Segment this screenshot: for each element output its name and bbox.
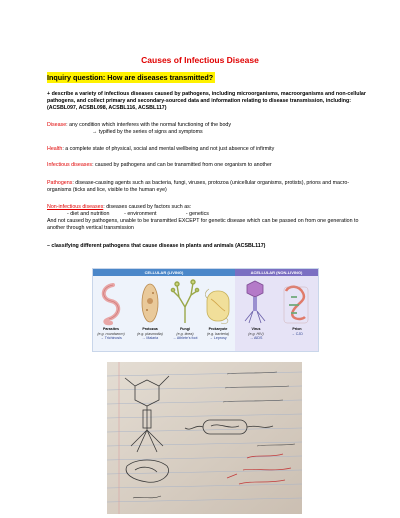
organism-prion: [279, 327, 315, 336]
classify-point: – classifying different pathogens that cause disease in plants and animals (ACSBL117): [47, 243, 266, 249]
handwritten-sketch-image: [107, 362, 302, 514]
non-infectious-follow-up: And not caused by pathogens, unable to be transmitted EXCEPT for genetic disease which can be passed on from one generation to another through vertical transmission: [47, 218, 359, 231]
organism-example: (e.g. bacteria): [206, 331, 230, 336]
organism-disease: → Athlete's foot: [172, 336, 198, 341]
infectious-term: Infectious diseases: [47, 162, 93, 168]
organism-fungi: [167, 327, 203, 341]
pathogens-definition: [47, 180, 367, 194]
organism-disease: → Leprosy: [209, 336, 227, 341]
pathogen-diagram: [92, 268, 319, 352]
organism-name: Prokaryote: [208, 327, 228, 331]
pathogens-term: Pathogens: [47, 180, 73, 186]
organism-name: Protozoa: [142, 327, 158, 331]
organism-example: (e.g. roundworm): [97, 331, 125, 336]
organism-name: Fungi: [180, 327, 190, 331]
health-text: : a complete state of physical, social and mental wellbeing and not just absence of infirmity: [62, 146, 275, 152]
infectious-text: : caused by pathogens and can be transmitted from one organism to another: [92, 162, 272, 168]
cellular-header: CELLULAR (LIVING): [93, 269, 235, 276]
organism-disease: → Trichinosis: [100, 336, 122, 341]
parasite-illustration: [104, 285, 119, 323]
organism-example: (e.g. plasmodia): [137, 331, 163, 336]
disease-definition: [47, 122, 367, 136]
health-definition: [47, 146, 367, 153]
health-term: Health: [47, 146, 63, 152]
organism-name: Parasites: [103, 327, 119, 331]
organism-example: (e.g. tinea): [176, 331, 194, 336]
non-infectious-factors: - diet and nutrition - environment - genetics: [67, 211, 209, 217]
organism-disease: → Malaria: [141, 336, 159, 341]
organism-virus: [238, 327, 274, 341]
fungi-illustration: [171, 280, 198, 323]
disease-text: : any condition which interferes with the normal functioning of the body: [66, 122, 232, 128]
organism-disease: → CJD: [291, 331, 303, 336]
prion-illustration: [284, 287, 308, 323]
non-infectious-definition: [47, 204, 367, 232]
acellular-header: ACELLULAR (NON-LIVING): [235, 269, 318, 276]
disease-term: Disease: [47, 122, 67, 128]
virus-illustration: [245, 281, 265, 323]
infectious-definition: [47, 162, 367, 169]
organism-protozoa: [132, 327, 168, 341]
syllabus-point: + describe a variety of infectious diseases caused by pathogens, including microorganisms, macroorganisms and non-cellular pathogens, and collect primary and secondary-sourced data and information relating to disease transmission, including: (ACSBL097, ACSBL098, ACSBL116, ACSBL117): [47, 91, 366, 111]
organism-disease: → AIDS: [249, 336, 263, 341]
protozoa-illustration: [142, 284, 158, 322]
organism-example: (e.g. HIV): [248, 331, 264, 336]
organism-name: Virus: [251, 327, 261, 331]
non-infectious-term: Non-infectious diseases: [47, 204, 104, 210]
organism-parasites: [93, 327, 129, 341]
disease-sub: → typified by the series of signs and symptoms: [92, 129, 203, 135]
handwritten-notes-photo: [107, 362, 302, 514]
non-infectious-text: : diseases caused by factors such as:: [103, 204, 192, 210]
organism-prokaryote: [200, 327, 236, 341]
inquiry-question: Inquiry question: How are diseases transmitted?: [47, 73, 214, 82]
organism-name: Prion: [292, 327, 302, 331]
page-title: Causes of Infectious Disease: [141, 55, 259, 65]
organism-illustrations: [93, 277, 318, 327]
pathogens-text: : disease-causing agents such as bacteria, fungi, viruses, protozoa (unicellular organisms, protists), prions and macro-organisms (ticks and lice, visible to the human eye): [47, 180, 350, 193]
prokaryote-illustration: [205, 289, 229, 324]
